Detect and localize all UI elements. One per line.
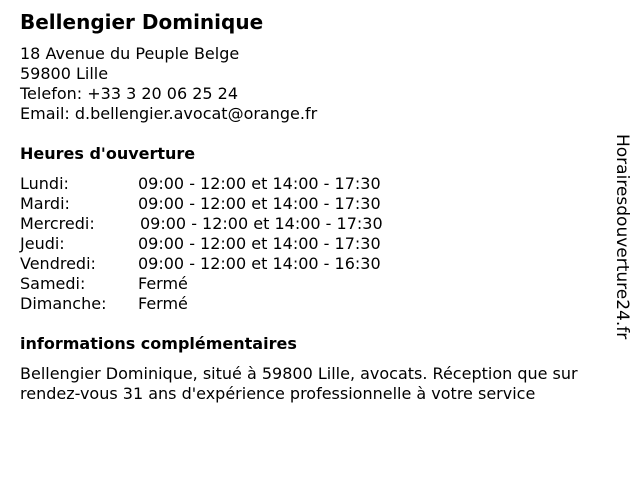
day-label: Jeudi: — [20, 234, 65, 253]
day-hours: 09:00 - 12:00 et 14:00 - 17:30 — [138, 174, 381, 193]
day-label: Lundi: — [20, 174, 69, 193]
day-hours: Fermé — [138, 294, 188, 313]
day-label: Samedi: — [20, 274, 86, 293]
address-block — [20, 44, 317, 124]
hours-row-friday — [20, 254, 440, 274]
hours-row-tuesday — [20, 194, 440, 214]
additional-info-heading: informations complémentaires — [20, 334, 297, 353]
day-label: Mardi: — [20, 194, 70, 213]
opening-hours-table — [20, 174, 440, 314]
hours-row-saturday — [20, 274, 440, 294]
business-name: Bellengier Dominique — [20, 10, 264, 34]
day-hours: 09:00 - 12:00 et 14:00 - 16:30 — [138, 254, 381, 273]
phone-number: Telefon: +33 3 20 06 25 24 — [20, 84, 239, 103]
day-hours: 09:00 - 12:00 et 14:00 - 17:30 — [138, 194, 381, 213]
day-hours: 09:00 - 12:00 et 14:00 - 17:30 — [138, 234, 381, 253]
day-hours: Fermé — [138, 274, 188, 293]
site-watermark: Horairesdouverture24.fr — [612, 134, 632, 340]
opening-hours-heading: Heures d'ouverture — [20, 144, 196, 163]
hours-row-thursday — [20, 234, 440, 254]
hours-row-wednesday — [20, 214, 440, 234]
hours-row-sunday — [20, 294, 440, 314]
day-label: Mercredi: — [20, 214, 95, 233]
additional-info-text: Bellengier Dominique, situé à 59800 Lille, avocats. Réception que sur rendez-vous 31 ans d'expérience professionnelle à votre service — [20, 364, 578, 403]
city: 59800 Lille — [20, 64, 109, 83]
day-label: Dimanche: — [20, 294, 107, 313]
email-address: Email: d.bellengier.avocat@orange.fr — [20, 104, 318, 123]
day-hours: 09:00 - 12:00 et 14:00 - 17:30 — [140, 214, 383, 233]
street-address: 18 Avenue du Peuple Belge — [20, 44, 240, 63]
day-label: Vendredi: — [20, 254, 96, 273]
hours-row-monday — [20, 174, 440, 194]
